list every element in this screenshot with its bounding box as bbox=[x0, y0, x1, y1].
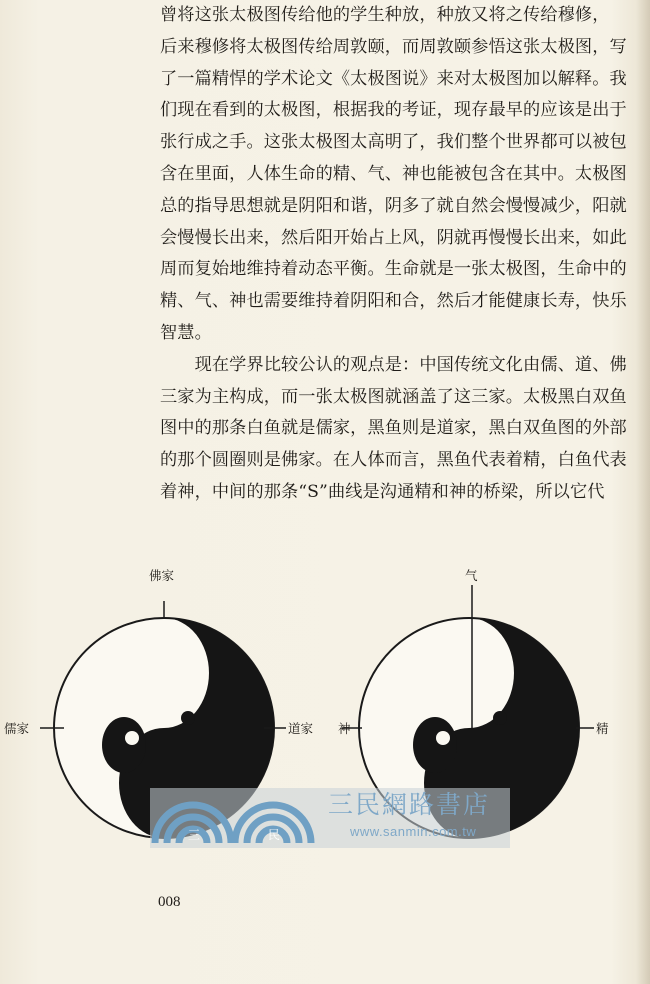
text-line: 着神，中间的那条“S”曲线是沟通精和神的桥梁，所以它代 bbox=[160, 481, 605, 502]
text-line: 图中的那条白鱼就是儒家，黑鱼则是道家，黑白双鱼图的外部 bbox=[160, 418, 627, 439]
body-text bbox=[160, 0, 627, 509]
text-line: 含在里面，人体生命的精、气、神也能被包含在其中。太极图 bbox=[160, 163, 627, 184]
text-line: 总的指导思想就是阴阳和谐，阴多了就自然会慢慢减少，阳就 bbox=[160, 195, 627, 216]
taiji-left-black-head bbox=[102, 717, 146, 773]
text-line: 了一篇精悍的学术论文《太极图说》来对太极图加以解释。我 bbox=[160, 68, 627, 89]
taiji-right-black-head bbox=[413, 717, 457, 773]
watermark-url: www.sanmin.com.tw bbox=[350, 824, 477, 839]
label-shen: 神 bbox=[338, 721, 351, 736]
taiji-right-eye-light bbox=[436, 731, 450, 745]
text-line: 会慢慢长出来，然后阳开始占上风，阴就再慢慢长出来，如此 bbox=[160, 227, 627, 248]
text-line: 张行成之手。这张太极图太高明了，我们整个世界都可以被包 bbox=[160, 132, 627, 153]
taiji-left-eye-light bbox=[125, 731, 139, 745]
label-taoism: 道家 bbox=[288, 721, 314, 736]
watermark-title: 三民網路書店 bbox=[328, 790, 491, 819]
label-confucianism: 儒家 bbox=[4, 721, 30, 736]
text-line: 曾将这张太极图传给他的学生种放，种放又将之传给穆修， bbox=[160, 5, 610, 25]
watermark bbox=[150, 788, 510, 848]
text-line: 智慧。 bbox=[160, 322, 212, 343]
taiji-left-eye-dark bbox=[181, 711, 195, 725]
taiji-right-eye-dark bbox=[493, 711, 507, 725]
text-line: 们现在看到的太极图，根据我的考证，现存最早的应该是出于 bbox=[160, 100, 627, 121]
watermark-char-san: 三 bbox=[188, 828, 201, 842]
label-qi: 气 bbox=[465, 568, 478, 583]
text-line: 后来穆修将太极图传给周敦颐，而周敦颐参悟这张太极图，写 bbox=[160, 36, 627, 57]
text-line: 三家为主构成，而一张太极图就涵盖了这三家。太极黑白双鱼 bbox=[160, 386, 627, 407]
label-buddhism: 佛家 bbox=[149, 568, 175, 583]
watermark-logo-icon bbox=[150, 788, 320, 848]
watermark-char-min: 民 bbox=[268, 828, 281, 842]
text-line: 现在学界比较公认的观点是：中国传统文化由儒、道、佛 bbox=[160, 354, 627, 375]
text-line: 的那个圆圈则是佛家。在人体而言，黑鱼代表着精，白鱼代表 bbox=[160, 450, 627, 471]
label-jing: 精 bbox=[596, 721, 609, 736]
page-number: 008 bbox=[158, 894, 181, 910]
text-line: 精、气、神也需要维持着阴阳和合，然后才能健康长寿，快乐 bbox=[160, 291, 627, 312]
text-line: 周而复始地维持着动态平衡。生命就是一张太极图，生命中的 bbox=[160, 259, 627, 280]
